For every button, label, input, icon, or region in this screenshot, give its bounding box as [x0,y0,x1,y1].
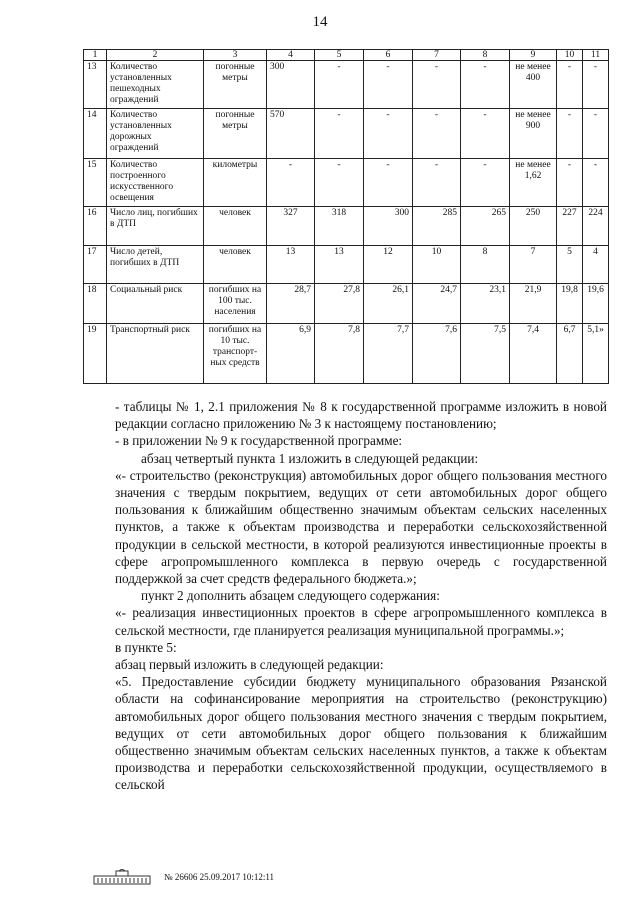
value-cell: 5,1» [583,324,609,384]
value-cell: 21,9 [510,284,557,324]
value-cell: 7,6 [413,324,461,384]
value-cell: - [557,159,583,207]
value-cell: - [557,61,583,109]
paragraph: «- реализация инвестиционных проектов в сфере агропромышленного комплекса в сельской местности, где планируется реализация муниципальной программы.»; [115,605,607,638]
header-cell: 7 [413,50,461,61]
table-row [84,284,609,324]
value-cell: 23,1 [461,284,510,324]
value-cell: 318 [315,207,364,246]
value-cell: 265 [461,207,510,246]
value-cell: - [461,61,510,109]
header-cell: 8 [461,50,510,61]
table-row [84,207,609,246]
value-cell: 6,9 [267,324,315,384]
value-cell: - [461,159,510,207]
row-number: 17 [84,246,107,284]
unit: погибших на 10 тыс. транспорт-ных средств [204,324,267,384]
paragraph: «5. Предоставление субсидии бюджету муниципального образования Рязанской области на софинансирование мероприятия на строительство (реконструкцию) автомобильных дорог общего пользования местного значения с твердым покрытием, ведущих от сети автомобильных дорог общего пользования к ближайшим общественно значимым объектам сельских населенных пунктов, а также к объектам производства и переработки сельскохозяйственной продукции, осуществляемого в сельской [115,674,607,793]
value-cell: 300 [267,61,315,109]
value-cell: - [315,61,364,109]
value-cell: - [461,109,510,159]
value-cell: 4 [583,246,609,284]
table-row [84,109,609,159]
value-cell: 8 [461,246,510,284]
value-cell: 250 [510,207,557,246]
unit: человек [204,246,267,284]
table-row [84,324,609,384]
value-cell: 19,8 [557,284,583,324]
document-body [115,398,607,794]
value-cell: 26,1 [364,284,413,324]
paragraph: в пункте 5: [115,639,177,655]
indicator-name: Количество построенного искусственного освещения [107,159,204,207]
row-number: 19 [84,324,107,384]
unit: человек [204,207,267,246]
unit: километры [204,159,267,207]
paragraph: «- строительство (реконструкция) автомобильных дорог общего пользования местного значения с твердым покрытием, ведущих от сети автомобильных дорог общего пользования к ближайшим общественно значимым объектам сельских населенных пунктов, а также к объектам производства и переработки сельскохозяйственной продукции в сельской местности, в которой реализуются инвестиционные проекты в сфере агропромышленного комплекса в первую очередь с государственной поддержкой за счет средств федерального бюджета.»; [115,467,607,587]
page-number: 14 [312,14,328,30]
row-number: 16 [84,207,107,246]
header-cell: 4 [267,50,315,61]
header-cell: 9 [510,50,557,61]
value-cell: - [364,61,413,109]
unit: погонные метры [204,109,267,159]
paragraph: абзац четвертый пункта 1 изложить в следующей редакции: [141,450,479,466]
building-logo-icon [92,868,152,886]
document-registration-stamp: № 26606 25.09.2017 10:12:11 [164,872,275,882]
paragraph: - таблицы № 1, 2.1 приложения № 8 к государственной программе изложить в новой редакции согласно приложению № 3 к настоящему постановлению; [115,399,607,432]
indicator-name: Число лиц, погибших в ДТП [107,207,204,246]
header-cell: 2 [107,50,204,61]
row-number: 14 [84,109,107,159]
indicators-table [83,49,609,384]
header-cell: 10 [557,50,583,61]
value-cell: не менее 1,62 [510,159,557,207]
indicator-name: Число детей, погибших в ДТП [107,246,204,284]
value-cell: - [413,159,461,207]
value-cell: 224 [583,207,609,246]
indicator-name: Количество установленных дорожных ограждений [107,109,204,159]
value-cell: не менее 400 [510,61,557,109]
value-cell: - [583,109,609,159]
row-number: 15 [84,159,107,207]
paragraph: - в приложении № 9 к государственной программе: [115,433,403,449]
value-cell: - [267,159,315,207]
header-cell: 1 [84,50,107,61]
value-cell: 300 [364,207,413,246]
header-cell: 5 [315,50,364,61]
indicator-name: Количество установленных пешеходных ограждений [107,61,204,109]
value-cell: - [315,109,364,159]
paragraph: пункт 2 дополнить абзацем следующего содержания: [141,588,440,604]
value-cell: 10 [413,246,461,284]
value-cell: 570 [267,109,315,159]
table-row [84,61,609,109]
value-cell: 19,6 [583,284,609,324]
header-cell: 3 [204,50,267,61]
value-cell: - [315,159,364,207]
value-cell: не менее 900 [510,109,557,159]
row-number: 13 [84,61,107,109]
value-cell: 13 [267,246,315,284]
table-row [84,246,609,284]
value-cell: - [413,61,461,109]
header-cell: 6 [364,50,413,61]
indicator-name: Социальный риск [107,284,204,324]
value-cell: 6,7 [557,324,583,384]
value-cell: - [364,159,413,207]
value-cell: 5 [557,246,583,284]
unit: погибших на 100 тыс. населения [204,284,267,324]
value-cell: 327 [267,207,315,246]
value-cell: - [364,109,413,159]
value-cell: 28,7 [267,284,315,324]
value-cell: 13 [315,246,364,284]
unit: погонные метры [204,61,267,109]
value-cell: - [583,61,609,109]
header-cell: 11 [583,50,609,61]
value-cell: - [583,159,609,207]
value-cell: 7,5 [461,324,510,384]
value-cell: 24,7 [413,284,461,324]
indicator-name: Транспортный риск [107,324,204,384]
value-cell: - [557,109,583,159]
paragraph: абзац первый изложить в следующей редакции: [115,657,384,673]
value-cell: 285 [413,207,461,246]
value-cell: 7,8 [315,324,364,384]
value-cell: 7,7 [364,324,413,384]
value-cell: 27,8 [315,284,364,324]
table-row [84,159,609,207]
value-cell: 7,4 [510,324,557,384]
value-cell: 7 [510,246,557,284]
value-cell: 227 [557,207,583,246]
row-number: 18 [84,284,107,324]
table-header-row [84,50,609,61]
value-cell: - [413,109,461,159]
value-cell: 12 [364,246,413,284]
